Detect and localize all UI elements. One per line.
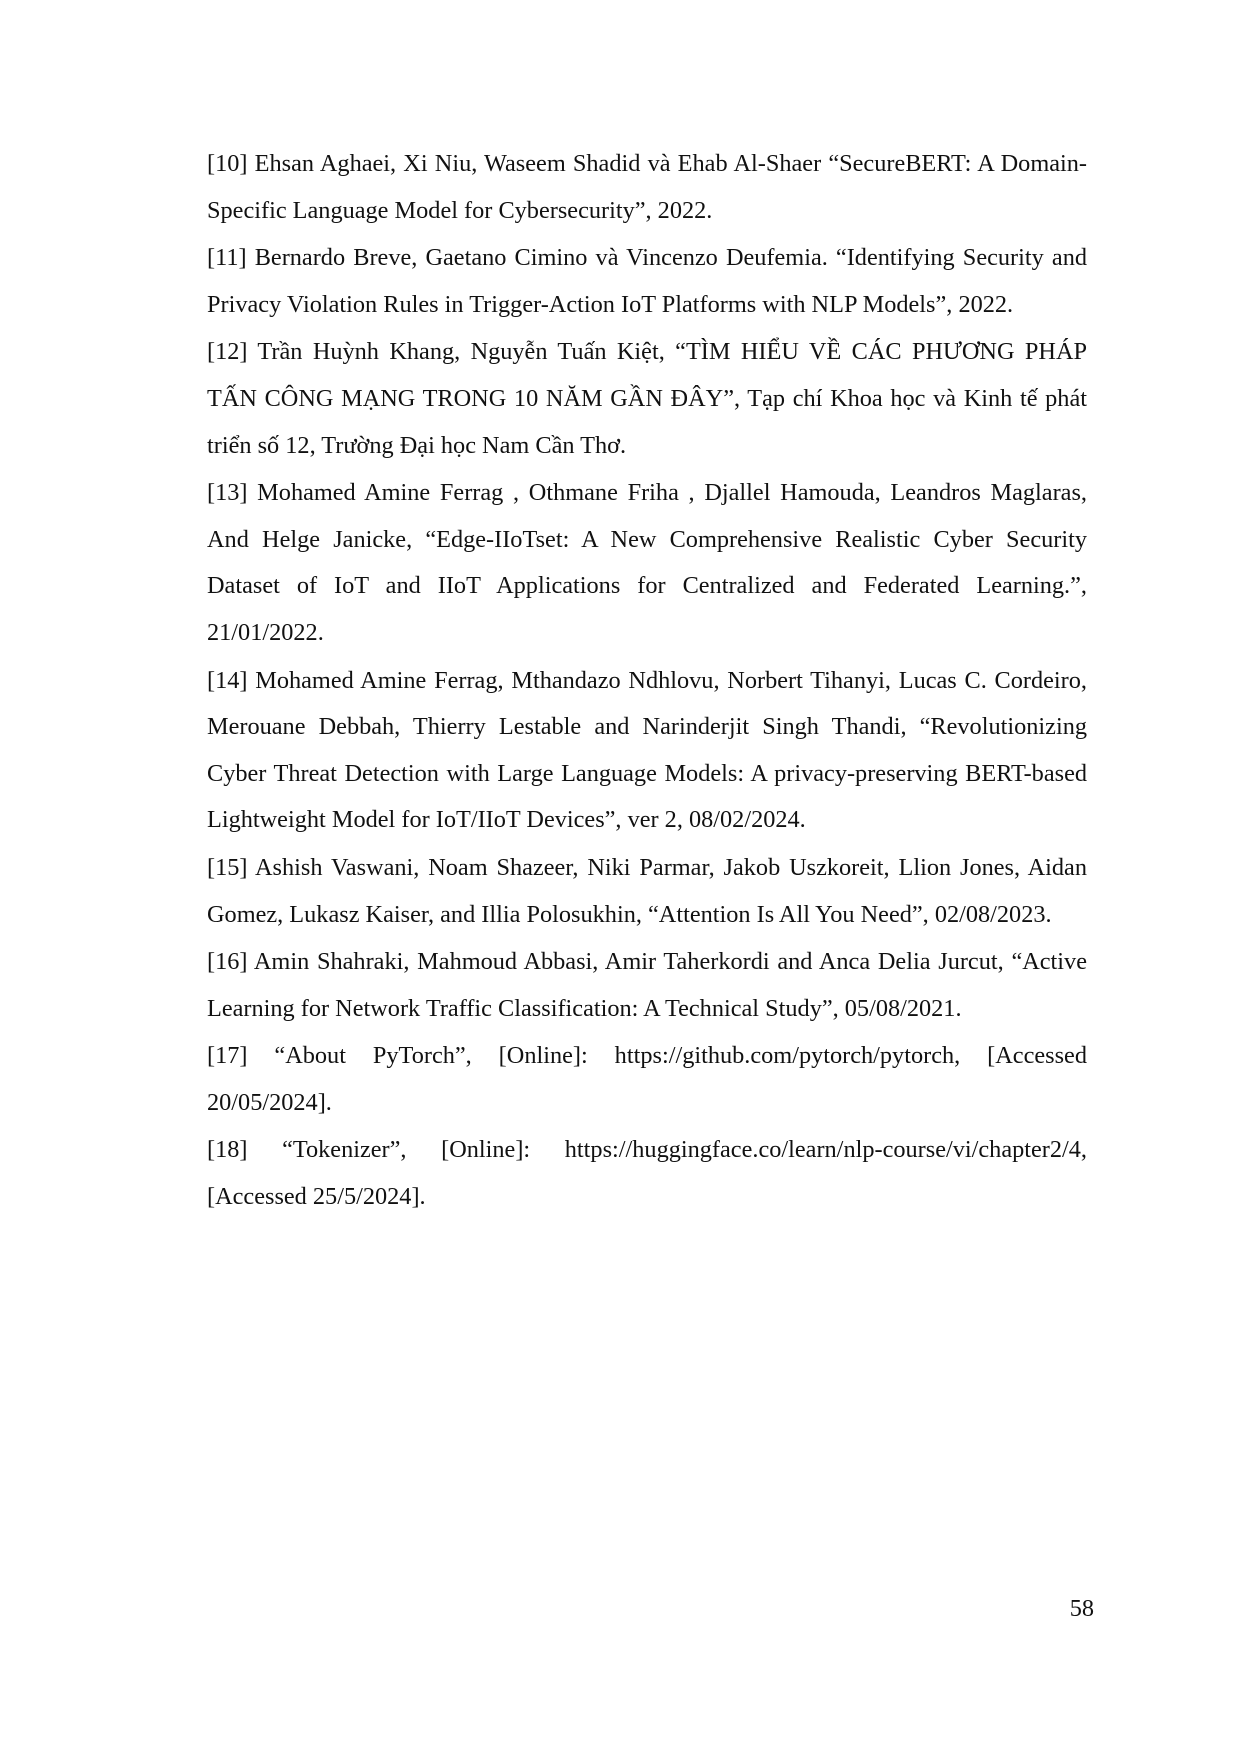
- reference-item-15: [15] Ashish Vaswani, Noam Shazeer, Niki Parmar, Jakob Uszkoreit, Llion Jones, Aidan Gomez, Lukasz Kaiser, and Illia Polosukhin, “Attention Is All You Need”, 02/08/2023.: [207, 853, 1087, 928]
- reference-item-12: [12] Trần Huỳnh Khang, Nguyễn Tuấn Kiệt, “TÌM HIỂU VỀ CÁC PHƯƠNG PHÁP TẤN CÔNG MẠNG TRONG 10 NĂM GẦN ĐÂY”, Tạp chí Khoa học và Kinh tế phát triển số 12, Trường Đại học Nam Cần Thơ.: [207, 338, 1087, 459]
- reference-item-17: [17] “About PyTorch”, [Online]: https://github.com/pytorch/pytorch, [Accessed 20/05/2024].: [207, 1042, 1087, 1116]
- reference-list: [207, 141, 1087, 1222]
- reference-item-11: [11] Bernardo Breve, Gaetano Cimino và Vincenzo Deufemia. “Identifying Security and Privacy Violation Rules in Trigger-Action IoT Platforms with NLP Models”, 2022.: [207, 244, 1087, 318]
- reference-item-10: [10] Ehsan Aghaei, Xi Niu, Waseem Shadid và Ehab Al-Shaer “SecureBERT: A Domain-Specific Language Model for Cybersecurity”, 2022.: [207, 150, 1087, 224]
- reference-item-18: [18] “Tokenizer”, [Online]: https://huggingface.co/learn/nlp-course/vi/chapter2/4, [Accessed 25/5/2024].: [207, 1136, 1087, 1211]
- reference-item-13: [13] Mohamed Amine Ferrag , Othmane Friha , Djallel Hamouda, Leandros Maglaras, And Helge Janicke, “Edge-IIoTset: A New Comprehensive Realistic Cyber Security Dataset of IoT and IIoT Applications for Centralized and Federated Learning.”, 21/01/2022.: [207, 479, 1087, 646]
- reference-item-14: [14] Mohamed Amine Ferrag, Mthandazo Ndhlovu, Norbert Tihanyi, Lucas C. Cordeiro, Merouane Debbah, Thierry Lestable and Narinderjit Singh Thandi, “Revolutionizing Cyber Threat Detection with Large Language Models: A privacy-preserving BERT-based Lightweight Model for IoT/IIoT Devices”, ver 2, 08/02/2024.: [207, 666, 1087, 834]
- page-number: 58: [1069, 1595, 1094, 1622]
- reference-item-16: [16] Amin Shahraki, Mahmoud Abbasi, Amir Taherkordi and Anca Delia Jurcut, “Active Learning for Network Traffic Classification: A Technical Study”, 05/08/2021.: [207, 948, 1087, 1022]
